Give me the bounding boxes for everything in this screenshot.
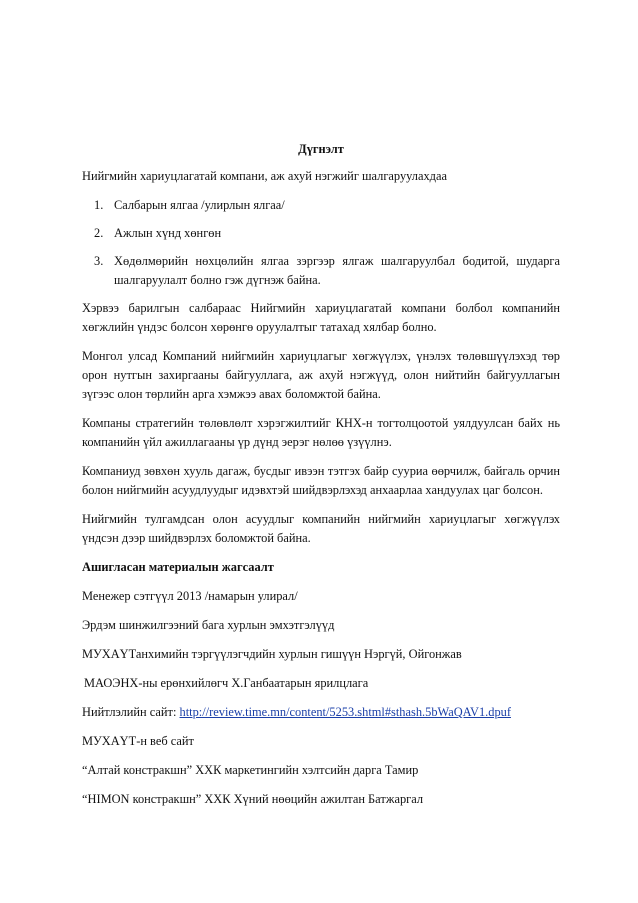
references-heading: Ашигласан материалын жагсаалт (82, 560, 274, 574)
reference-website (82, 703, 560, 722)
list-item (94, 252, 560, 290)
criteria-list (82, 196, 560, 290)
intro-paragraph: Нийгмийн хариуцлагатай компани, аж ахуй нэгжийг шалгаруулахдаа (82, 169, 447, 183)
website-label: Нийтлэлийн сайт: (82, 705, 180, 719)
reference-item: “HIMON констракшн” ХХК Хүний нөөцийн ажилтан Батжаргал (82, 792, 424, 806)
list-item-text: Хөдөлмөрийн нөхцөлийн ялгаа зэргээр ялгаж шалгаруулбал бодитой, шударга шалгаруулалт болно гэж дүгнэж байна. (114, 254, 560, 287)
body-paragraph: Монгол улсад Компаний нийгмийн хариуцлагыг хөгжүүлэх, үнэлэх төлөвшүүлэхэд төр орон нутгын захиргааны байгууллага, аж ахуй нэгжүүд, олон нийтийн байгууллагын зүгээс олон төрлийн арга хэмжээ авах боломжтой байна. (82, 349, 560, 401)
page-title: Дүгнэлт (298, 142, 344, 156)
reference-item: МУХАҮТанхимийн тэргүүлэгчдийн хурлын гишүүн Нэргүй, Ойгонжав (82, 647, 462, 661)
website-link[interactable]: http://review.time.mn/content/5253.shtml#sthash.5bWaQAV1.dpuf (179, 705, 511, 719)
body-paragraph: Нийгмийн тулгамдсан олон асуудлыг компанийн нийгмийн хариуцлагыг хөгжүүлэх үндсэн дээр шийдвэрлэх боломжтой байна. (82, 512, 560, 545)
reference-item: МАОЭНХ-ны ерөнхийлөгч Х.Ганбаатарын ярилцлага (84, 676, 369, 690)
body-paragraph: Хэрвээ барилгын салбараас Нийгмийн хариуцлагатай компани болбол компанийн хөгжлийн үндэс болсон хөрөнгө оруулалтыг татахад хялбар болно. (82, 301, 560, 334)
list-item-number: 2. (94, 226, 104, 240)
reference-item: Эрдэм шинжилгээний бага хурлын эмхэтгэлүүд (82, 618, 335, 632)
reference-item: Менежер сэтгүүл 2013 /намарын улирал/ (82, 589, 298, 603)
body-paragraph: Компаны стратегийн төлөвлөлт хэрэгжилтийг КНХ-н тогтолцоотой уялдуулсан байх нь компанийн үйл ажиллагааны үр дүнд эерэг нөлөө үзүүлнэ. (82, 416, 560, 449)
list-item (94, 196, 560, 215)
reference-item: “Алтай констракшн” ХХК маркетингийн хэлтсийн дарга Тамир (82, 763, 419, 777)
list-item-number: 1. (94, 198, 104, 212)
list-item-text: Ажлын хүнд хөнгөн (114, 226, 222, 240)
reference-item: МУХАҮТ-н веб сайт (82, 734, 194, 748)
list-item-number: 3. (94, 254, 104, 268)
list-item (94, 224, 560, 243)
document-page (82, 140, 560, 819)
body-paragraph: Компаниуд зөвхөн хууль дагаж, бусдыг ивээн тэтгэх байр сууриа өөрчилж, байгаль орчин болон нийгмийн асуудлуудыг идэвхтэй шийдвэрлэхэд анхаарлаа хандуулах цаг болсон. (82, 464, 560, 497)
list-item-text: Салбарын ялгаа /улирлын ялгаа/ (114, 198, 285, 212)
